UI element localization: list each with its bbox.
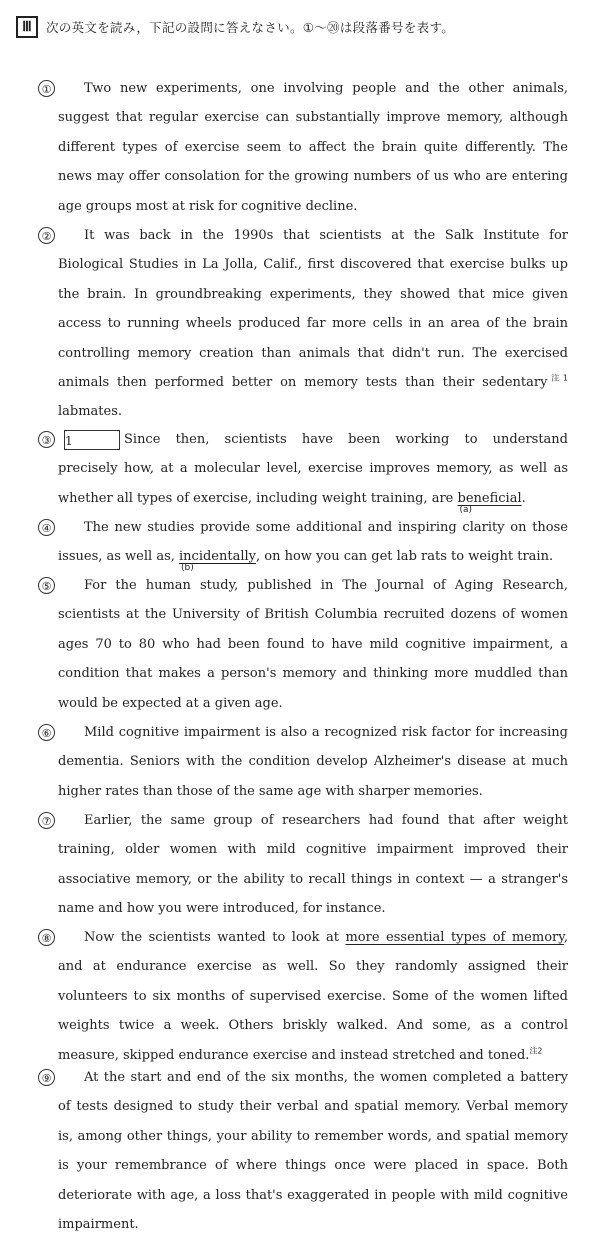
text-line: volunteers to six months of supervised exercise. Some of the women lifted: [58, 988, 568, 1004]
paragraph-number: ⑦: [38, 812, 55, 829]
underlined-phrase: more essential types of memory: [345, 930, 564, 945]
paragraph-number: ⑤: [38, 577, 55, 594]
text-line: associative memory, or the ability to recall things in context — a stranger's: [58, 871, 568, 887]
paragraph-number: ⑨: [38, 1069, 55, 1086]
text-line: different types of exercise seem to affect the brain quite differently. The: [58, 139, 568, 155]
text-line: suggest that regular exercise can substantially improve memory, although: [58, 110, 568, 126]
text-line: is your remembrance of where things once were placed in space. Both: [58, 1158, 568, 1174]
text-line: Earlier, the same group of researchers had found that after weight: [84, 813, 568, 828]
answer-blank-1[interactable]: 1: [64, 430, 120, 450]
text-line: would be expected at a given age.: [58, 695, 283, 711]
paragraph-number: ①: [38, 80, 55, 97]
paragraph-4: [41, 513, 568, 574]
text-line: whether all types of exercise, including weight training, are beneficial (a) .: [58, 490, 526, 515]
paragraph-9: [41, 1063, 568, 1239]
text-line: condition that makes a person's memory and thinking more muddled than: [58, 666, 568, 682]
paragraph-number: ⑥: [38, 724, 55, 741]
paragraph-6: [41, 718, 568, 806]
text-line: news may offer consolation for the growing numbers of us who are entering: [58, 169, 568, 185]
paragraph-number: ⑧: [38, 929, 55, 946]
text-line: Now the scientists wanted to look at more essential types of memory,: [84, 930, 568, 945]
paragraph-number: ④: [38, 519, 55, 536]
text-line: is, among other things, your ability to remember words, and spatial memory: [58, 1128, 568, 1144]
paragraph-7: [41, 806, 568, 924]
footnote-marker: 注2: [529, 1046, 543, 1056]
text-line: higher rates than those of the same age with sharper memories.: [58, 783, 483, 799]
paragraph-3: [41, 425, 568, 515]
text-line: At the start and end of the six months, the women completed a battery: [84, 1070, 568, 1085]
text-line: For the human study, published in The Journal of Aging Research,: [84, 578, 568, 593]
text-line: weights twice a week. Others briskly walked. And some, as a control: [58, 1018, 568, 1034]
text-line: training, older women with mild cognitive impairment improved their: [58, 842, 568, 858]
paragraph-2: [41, 221, 568, 427]
section-number-box: Ⅲ: [16, 16, 38, 38]
text-line: precisely how, at a molecular level, exercise improves memory, as well as: [58, 461, 568, 477]
text-line: 1 Since then, scientists have been working to understand: [58, 425, 568, 454]
text-line: ages 70 to 80 who had been found to have mild cognitive impairment, a: [58, 636, 568, 652]
label-b: (b): [181, 563, 194, 574]
text-line: It was back in the 1990s that scientists at the Salk Institute for: [84, 228, 568, 243]
text-line: the brain. In groundbreaking experiments, they showed that mice given: [58, 286, 568, 302]
underlined-word-a: beneficial (a): [457, 490, 522, 515]
text-line: name and how you were introduced, for instance.: [58, 901, 386, 917]
paragraph-1: [41, 74, 568, 221]
instruction-text: 次の英文を読み，下記の設問に答えなさい。①～⑳は段落番号を表す。: [46, 20, 455, 35]
text-line: labmates.: [58, 404, 123, 420]
text-line: Two new experiments, one involving people and the other animals,: [84, 81, 568, 96]
text-line: impairment.: [58, 1216, 139, 1232]
paragraph-8: [41, 923, 568, 1070]
footnote-marker: 注1: [547, 373, 568, 383]
text-line: Mild cognitive impairment is also a recognized risk factor for increasing: [84, 725, 568, 740]
paragraph-5: [41, 571, 568, 718]
text-line: measure, skipped endurance exercise and instead stretched and toned.$^{注2}$: [58, 1046, 543, 1063]
text-line: issues, as well as, incidentally (b) , on how you can get lab rats to weight train.: [58, 549, 554, 574]
underlined-word-b: incidentally (b): [179, 549, 257, 574]
text-line: controlling memory creation than animals that didn't run. The exercised: [58, 345, 568, 361]
text-line: access to running wheels produced far more cells in an area of the brain: [58, 316, 568, 332]
text-line: deteriorate with age, a loss that's exaggerated in people with mild cognitive: [58, 1187, 568, 1203]
text-line: of tests designed to study their verbal and spatial memory. Verbal memory: [58, 1099, 568, 1115]
text-line: age groups most at risk for cognitive decline.: [58, 198, 358, 214]
paragraph-number: ③: [38, 431, 55, 448]
text-line: and at endurance exercise as well. So they randomly assigned their: [58, 959, 568, 975]
section-header: [16, 14, 454, 40]
paragraph-number: ②: [38, 227, 55, 244]
text-line: scientists at the University of British Columbia recruited dozens of women: [58, 607, 568, 623]
text-line: dementia. Seniors with the condition develop Alzheimer's disease at much: [58, 754, 568, 770]
text-line: The new studies provide some additional and inspiring clarity on those: [84, 520, 568, 535]
text-line: Biological Studies in La Jolla, Calif., first discovered that exercise bulks up: [58, 257, 568, 273]
label-a: (a): [459, 504, 473, 515]
text-line: animals then performed better on memory tests than their sedentary$^{注1}$: [58, 373, 568, 390]
